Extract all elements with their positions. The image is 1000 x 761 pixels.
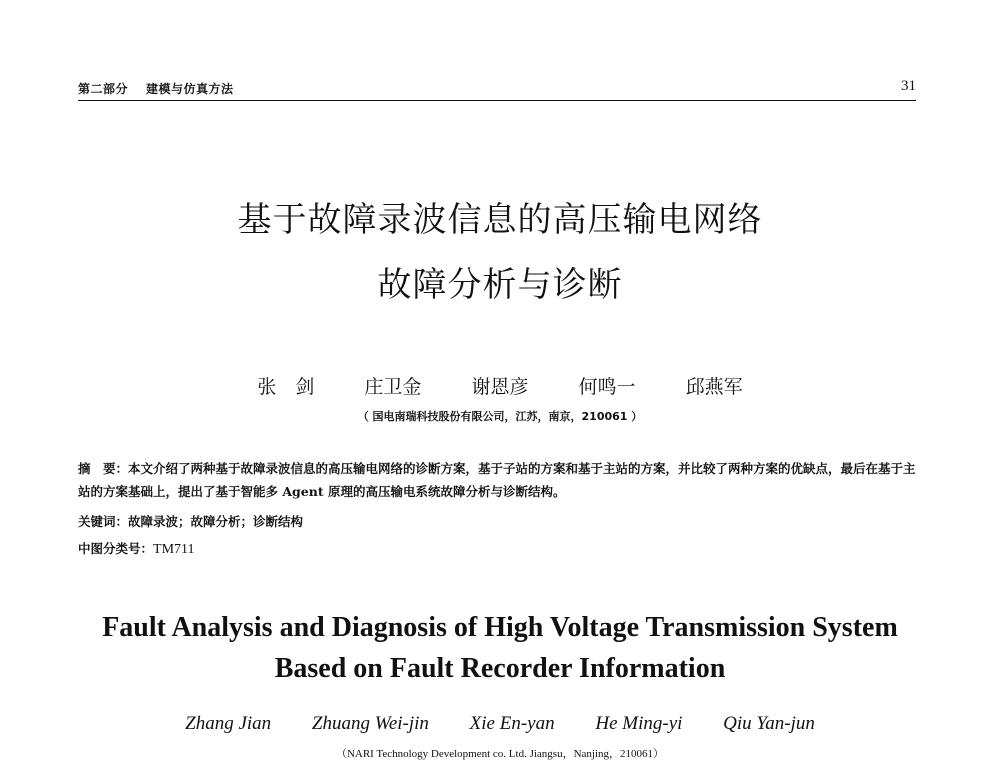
author-en: Zhuang Wei-jin — [311, 713, 429, 734]
chinese-title-line-2: 故障分析与诊断 — [377, 265, 623, 305]
keywords-label: 关键词： — [78, 514, 129, 529]
author-cn: 邱燕军 — [685, 376, 743, 398]
classification-code: TM711 — [153, 542, 195, 557]
running-header — [78, 80, 916, 101]
author-cn: 张 剑 — [257, 376, 315, 398]
classification — [78, 539, 195, 558]
english-title-line-2: Based on Fault Recorder Information — [274, 653, 726, 684]
author-cn: 谢恩彦 — [471, 376, 529, 398]
chinese-authors — [0, 372, 1000, 399]
author-cn: 何鸣一 — [578, 376, 636, 398]
english-title-line-1: Fault Analysis and Diagnosis of High Voltage Transmission System — [102, 612, 898, 643]
author-en: Qiu Yan-jun — [723, 713, 815, 734]
english-authors — [0, 713, 1000, 735]
abstract-label: 摘 要： — [78, 461, 129, 476]
running-header-section — [78, 80, 252, 97]
abstract — [78, 457, 920, 503]
author-en: Xie En-yan — [469, 713, 555, 734]
english-affiliation: （NARI Technology Development co. Ltd. Jiangsu，Nanjing，210061） — [335, 748, 665, 760]
classification-label: 中图分类号： — [78, 541, 154, 556]
author-en: He Ming-yi — [595, 713, 683, 734]
section-label: 建模与仿真方法 — [146, 82, 234, 96]
author-cn: 庄卫金 — [364, 376, 422, 398]
author-en: Zhang Jian — [185, 713, 272, 734]
abstract-text: 本文介绍了两种基于故障录波信息的高压输电网络的诊断方案，基于子站的方案和基于主站的方案，并比较了两种方案的优缺点，最后在基于主站的方案基础上，提出了基于智能多 Agent 原理的高压输电系统故障分析与诊断结构。 — [78, 461, 916, 499]
keywords — [78, 512, 303, 530]
chinese-title-line-1: 基于故障录波信息的高压输电网络 — [237, 200, 763, 240]
page-number: 31 — [901, 78, 916, 94]
keywords-text: 故障录波；故障分析；诊断结构 — [128, 514, 304, 529]
part-label: 第二部分 — [78, 82, 129, 96]
chinese-affiliation: （ 国电南瑞科技股份有限公司，江苏，南京，210061 ） — [357, 410, 643, 423]
